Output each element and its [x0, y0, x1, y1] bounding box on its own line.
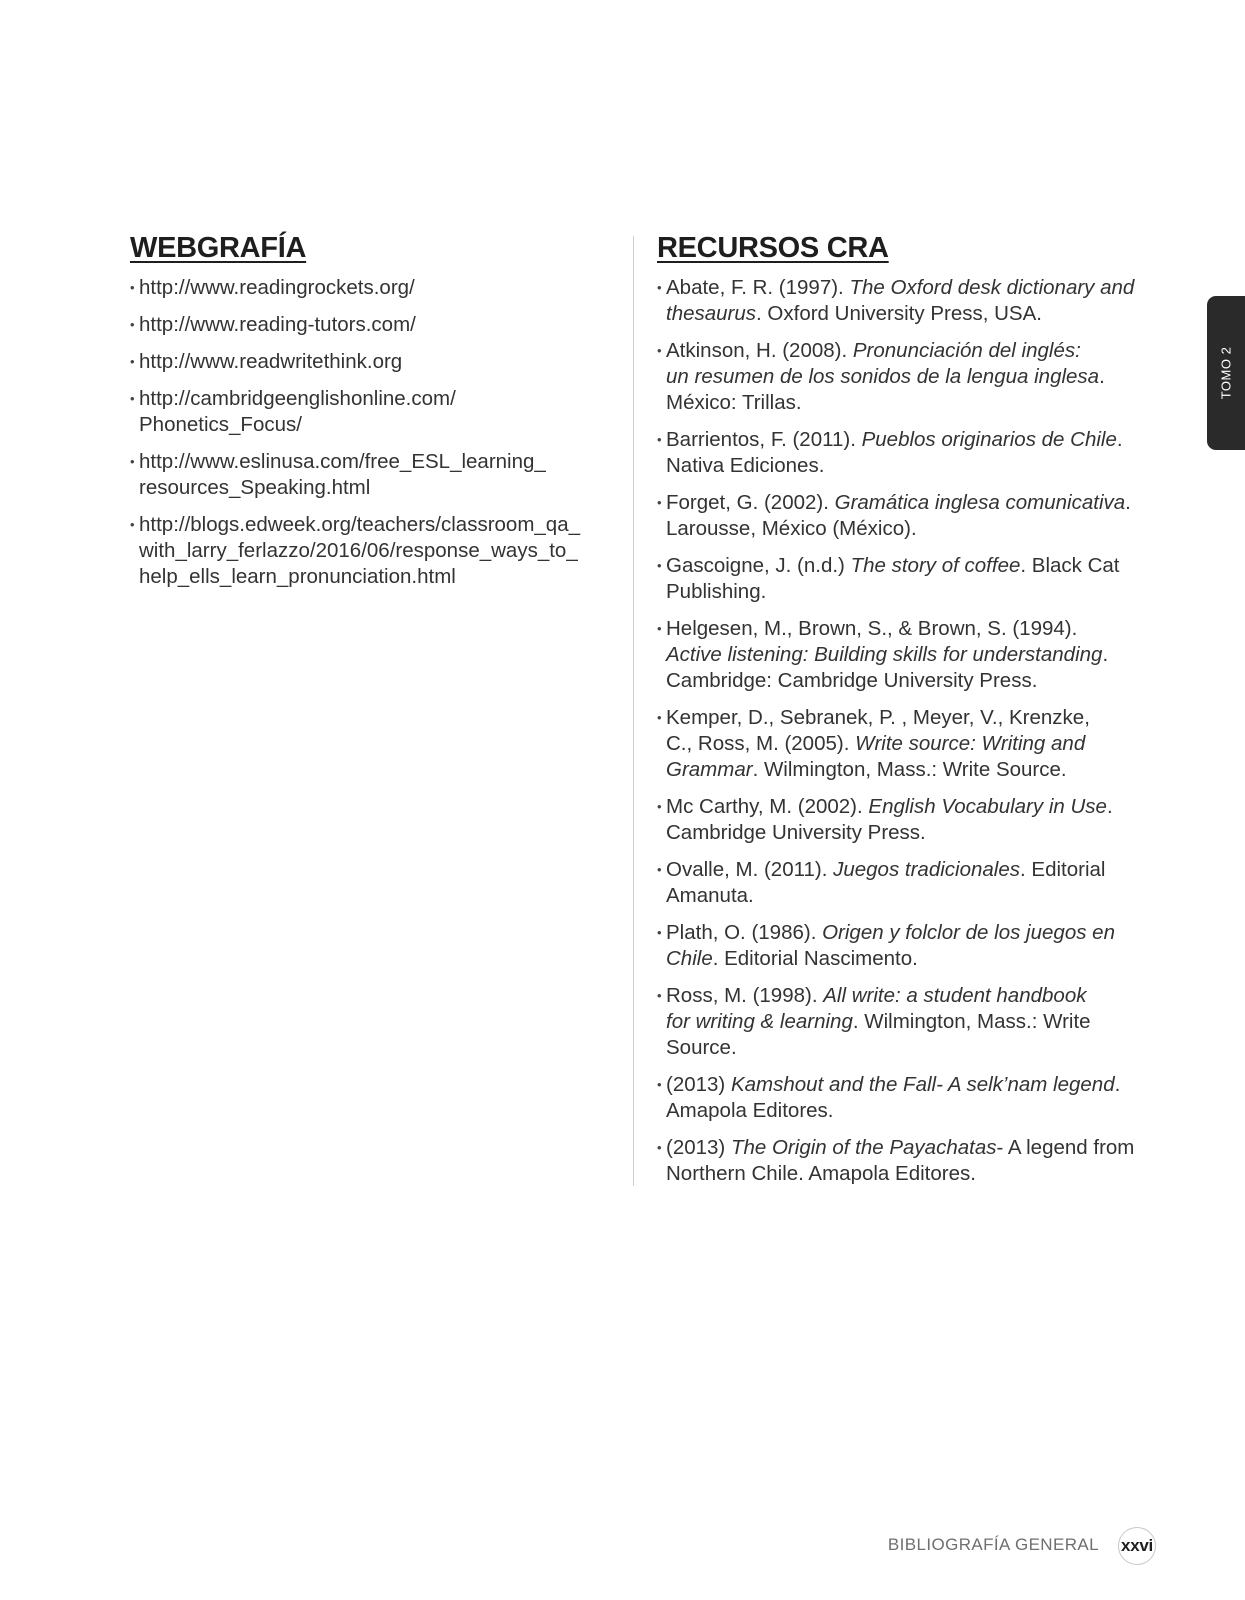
reference-item: • Barrientos, F. (2011). Pueblos originarios de Chile. Nativa Ediciones.	[657, 427, 1147, 479]
recursos-cra-list	[657, 275, 1147, 1198]
reference-title: Origen y folclor de los juegos en Chile	[666, 921, 1115, 970]
reference-item: • Gascoigne, J. (n.d.) The story of coffee. Black Cat Publishing.	[657, 553, 1147, 605]
web-link-item: • http://cambridgeenglishonline.com/ Phonetics_Focus/	[130, 386, 610, 438]
page-number: xxvi	[1121, 1536, 1153, 1555]
reference-title: Active listening: Building skills for understanding	[666, 643, 1103, 666]
reference-item: • Helgesen, M., Brown, S., & Brown, S. (1994). Active listening: Building skills for understanding. Cambridge: Cambridge University Press.	[657, 616, 1147, 694]
reference-item: • Ovalle, M. (2011). Juegos tradicionales. Editorial Amanuta.	[657, 857, 1147, 909]
reference-title: Kamshout and the Fall- A selk’nam legend	[730, 1073, 1115, 1096]
webgrafia-list	[130, 275, 610, 601]
recursos-cra-heading: RECURSOS CRA	[657, 232, 889, 264]
column-divider	[633, 236, 634, 1186]
web-link-item: • http://www.reading-tutors.com/	[130, 312, 610, 338]
reference-title: The story of coffee	[850, 554, 1021, 577]
volume-side-tab	[1207, 296, 1245, 450]
web-link-item: • http://www.readwritethink.org	[130, 349, 610, 375]
page-number-badge	[1118, 1527, 1156, 1565]
reference-title: All write: a student handbook for writing & learning	[666, 984, 1087, 1033]
web-link-item: • http://www.eslinusa.com/free_ESL_learning_ resources_Speaking.html	[130, 449, 610, 501]
reference-item: • Kemper, D., Sebranek, P. , Meyer, V., Krenzke, C., Ross, M. (2005). Write source: Writing and Grammar. Wilmington, Mass.: Write Source.	[657, 705, 1147, 783]
reference-title: The Oxford desk dictionary and thesaurus	[666, 276, 1135, 325]
reference-item: • (2013) Kamshout and the Fall- A selk’nam legend. Amapola Editores.	[657, 1072, 1147, 1124]
reference-title: Write source: Writing and Grammar	[666, 732, 1086, 781]
webgrafia-heading: WEBGRAFÍA	[130, 232, 307, 264]
web-link-item: • http://www.readingrockets.org/	[130, 275, 610, 301]
reference-title: Pueblos originarios de Chile	[861, 428, 1117, 451]
web-link-item: • http://blogs.edweek.org/teachers/classroom_qa_ with_larry_ferlazzo/2016/06/response_ways_to_ help_ells_learn_pronunciation.html	[130, 512, 610, 590]
reference-item: • Forget, G. (2002). Gramática inglesa comunicativa. Larousse, México (México).	[657, 490, 1147, 542]
reference-item: • Mc Carthy, M. (2002). English Vocabulary in Use. Cambridge University Press.	[657, 794, 1147, 846]
reference-item: • Atkinson, H. (2008). Pronunciación del inglés: un resumen de los sonidos de la lengua inglesa. México: Trillas.	[657, 338, 1147, 416]
reference-item: • Plath, O. (1986). Origen y folclor de los juegos en Chile. Editorial Nascimento.	[657, 920, 1147, 972]
reference-title: English Vocabulary in Use	[868, 795, 1107, 818]
reference-title: Pronunciación del inglés: un resumen de los sonidos de la lengua inglesa	[666, 339, 1100, 388]
reference-item: • (2013) The Origin of the Payachatas- A legend from Northern Chile. Amapola Editores.	[657, 1135, 1147, 1187]
reference-item: • Abate, F. R. (1997). The Oxford desk dictionary and thesaurus. Oxford University Press, USA.	[657, 275, 1147, 327]
volume-tab-label: TOMO 2	[1218, 346, 1234, 400]
reference-title: The Origin of the Payachatas	[730, 1136, 997, 1159]
reference-item: • Ross, M. (1998). All write: a student handbook for writing & learning. Wilmington, Mass.: Write Source.	[657, 983, 1147, 1061]
reference-title: Juegos tradicionales	[833, 858, 1020, 881]
reference-title: Gramática inglesa comunicativa	[834, 491, 1126, 514]
footer-section-label: BIBLIOGRAFÍA GENERAL	[887, 1535, 1099, 1554]
